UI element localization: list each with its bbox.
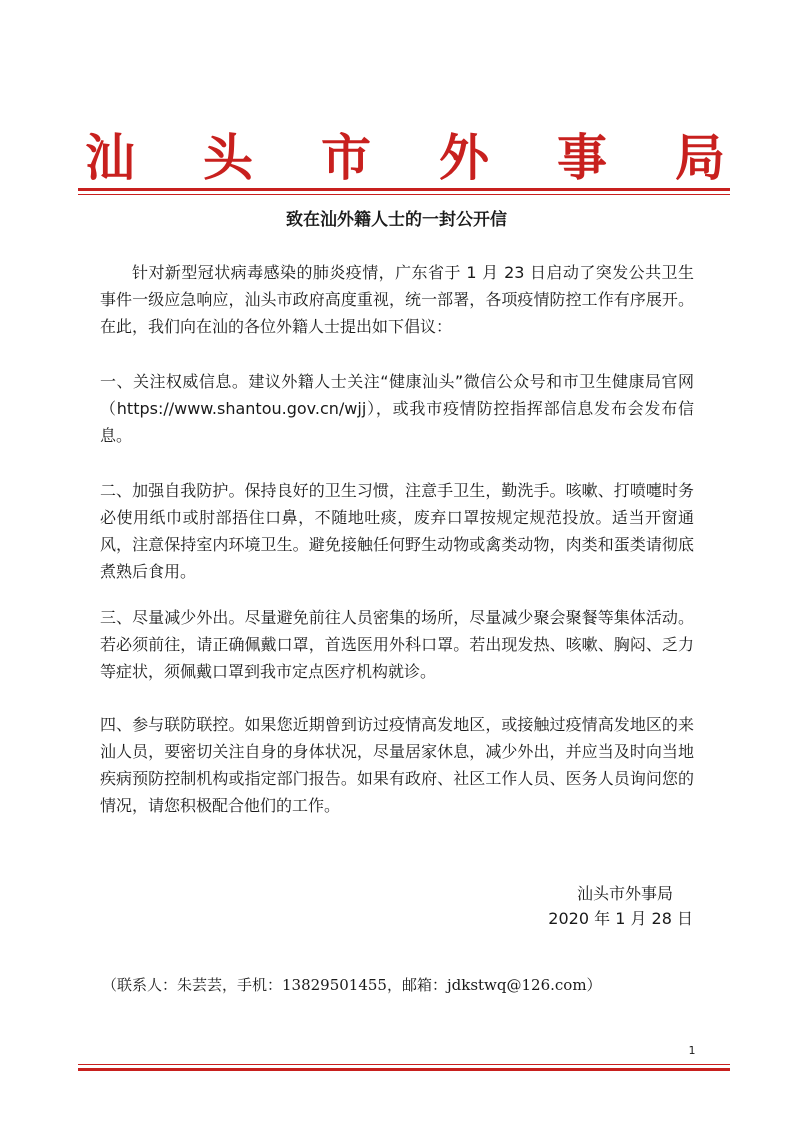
footer-rule-thick: [78, 1068, 730, 1071]
masthead-char: 头: [203, 128, 253, 187]
intro-paragraph: 针对新型冠状病毒感染的肺炎疫情，广东省于 1 月 23 日启动了突发公共卫生事件一级应急响应，汕头市政府高度重视，统一部署，各项疫情防控工作有序展开。在此，我们向在汕的各位外籍人士提出如下倡议：: [100, 263, 694, 336]
signature-organization: 汕头市外事局: [576, 884, 673, 903]
page-number: 1: [688, 1044, 696, 1057]
masthead-char: 外: [439, 128, 489, 187]
contact-info: （联系人：朱芸芸，手机：13829501455，邮箱：jdkstwq@126.com）: [102, 976, 602, 994]
masthead-char: 事: [557, 128, 607, 187]
masthead-title: [80, 126, 730, 190]
masthead-rule-thick: [78, 188, 730, 191]
item-paragraph-4: 四、参与联防联控。如果您近期曾到访过疫情高发地区，或接触过疫情高发地区的来汕人员，要密切关注自身的身体状况，尽量居家休息，减少外出，并应当及时向当地疾病预防控制机构或指定部门报告。如果有政府、社区工作人员、医务人员询问您的情况，请您积极配合他们的工作。: [100, 715, 694, 815]
signature-date: 2020 年 1 月 28 日: [548, 909, 693, 928]
footer-rule-thin: [78, 1064, 730, 1065]
document-title: 致在汕外籍人士的一封公开信: [286, 210, 507, 230]
masthead-char: 局: [675, 128, 725, 187]
item-paragraph-2: 二、加强自我防护。保持良好的卫生习惯，注意手卫生，勤洗手。咳嗽、打喷嚏时务必使用纸巾或肘部捂住口鼻，不随地吐痰，废弃口罩按规定规范投放。适当开窗通风，注意保持室内环境卫生。避免接触任何野生动物或禽类动物，肉类和蛋类请彻底煮熟后食用。: [100, 481, 694, 581]
masthead-rule-thin: [78, 194, 730, 195]
masthead-char: 汕: [85, 128, 135, 187]
masthead-char: 市: [321, 128, 371, 187]
item-paragraph-3: 三、尽量减少外出。尽量避免前往人员密集的场所，尽量减少聚会聚餐等集体活动。若必须前往，请正确佩戴口罩，首选医用外科口罩。若出现发热、咳嗽、胸闷、乏力等症状，须佩戴口罩到我市定点医疗机构就诊。: [100, 608, 694, 681]
item-paragraph-1: 一、关注权威信息。建议外籍人士关注“健康汕头”微信公众号和市卫生健康局官网（https://www.shantou.gov.cn/wjj），或我市疫情防控指挥部信息发布会发布信息。: [100, 372, 694, 445]
